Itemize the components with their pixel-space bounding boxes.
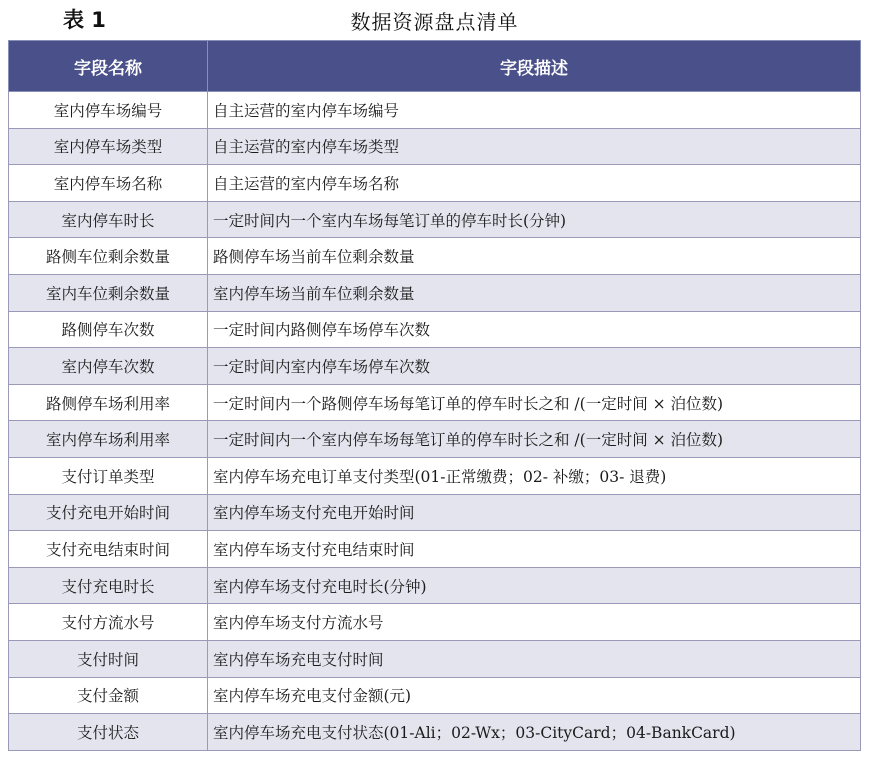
- table-row: [9, 531, 861, 568]
- table-number-label: 表 1: [63, 8, 106, 32]
- field-name-cell: 室内车位剩余数量: [9, 274, 208, 311]
- table-row: [9, 384, 861, 421]
- table-row: [9, 274, 861, 311]
- field-description-cell: 室内停车场支付充电结束时间: [208, 531, 861, 568]
- field-name-cell: 室内停车时长: [9, 201, 208, 238]
- field-name-cell: 支付充电开始时间: [9, 494, 208, 531]
- table-row: [9, 677, 861, 714]
- field-name-cell: 路侧车位剩余数量: [9, 238, 208, 275]
- data-inventory-table: [8, 40, 861, 751]
- table-row: [9, 348, 861, 385]
- field-name-cell: 支付充电时长: [9, 567, 208, 604]
- table-row: [9, 238, 861, 275]
- table-row: [9, 457, 861, 494]
- table-row: [9, 567, 861, 604]
- field-name-cell: 支付充电结束时间: [9, 531, 208, 568]
- table-row: [9, 421, 861, 458]
- table-row: [9, 640, 861, 677]
- field-description-cell: 室内停车场当前车位剩余数量: [208, 274, 861, 311]
- table-body: [9, 92, 861, 751]
- field-description-cell: 室内停车场充电订单支付类型(01-正常缴费；02- 补缴；03- 退费): [208, 457, 861, 494]
- table-row: [9, 201, 861, 238]
- table-row: [9, 714, 861, 751]
- table-row: [9, 604, 861, 641]
- header-field-description: 字段描述: [208, 41, 861, 92]
- field-description-cell: 一定时间内一个室内停车场每笔订单的停车时长之和 /(一定时间 × 泊位数): [208, 421, 861, 458]
- header-field-name: 字段名称: [9, 41, 208, 92]
- field-description-cell: 自主运营的室内停车场名称: [208, 165, 861, 202]
- field-description-cell: 室内停车场支付充电开始时间: [208, 494, 861, 531]
- field-name-cell: 路侧停车场利用率: [9, 384, 208, 421]
- field-name-cell: 室内停车场类型: [9, 128, 208, 165]
- field-name-cell: 室内停车场名称: [9, 165, 208, 202]
- field-description-cell: 路侧停车场当前车位剩余数量: [208, 238, 861, 275]
- table-row: [9, 311, 861, 348]
- table-header-row: [9, 41, 861, 92]
- field-description-cell: 室内停车场充电支付金额(元): [208, 677, 861, 714]
- field-name-cell: 室内停车场编号: [9, 92, 208, 129]
- table-row: [9, 494, 861, 531]
- table-row: [9, 128, 861, 165]
- field-name-cell: 支付时间: [9, 640, 208, 677]
- field-description-cell: 自主运营的室内停车场类型: [208, 128, 861, 165]
- field-description-cell: 一定时间内路侧停车场停车次数: [208, 311, 861, 348]
- field-name-cell: 支付订单类型: [9, 457, 208, 494]
- field-description-cell: 一定时间内一个路侧停车场每笔订单的停车时长之和 /(一定时间 × 泊位数): [208, 384, 861, 421]
- field-description-cell: 自主运营的室内停车场编号: [208, 92, 861, 129]
- field-description-cell: 室内停车场支付充电时长(分钟): [208, 567, 861, 604]
- field-name-cell: 室内停车场利用率: [9, 421, 208, 458]
- field-name-cell: 支付状态: [9, 714, 208, 751]
- field-name-cell: 支付金额: [9, 677, 208, 714]
- field-description-cell: 室内停车场充电支付状态(01-Ali；02-Wx；03-CityCard；04-BankCard): [208, 714, 861, 751]
- field-description-cell: 一定时间内室内停车场停车次数: [208, 348, 861, 385]
- field-name-cell: 路侧停车次数: [9, 311, 208, 348]
- field-description-cell: 室内停车场支付方流水号: [208, 604, 861, 641]
- field-name-cell: 支付方流水号: [9, 604, 208, 641]
- field-description-cell: 室内停车场充电支付时间: [208, 640, 861, 677]
- field-name-cell: 室内停车次数: [9, 348, 208, 385]
- table-row: [9, 92, 861, 129]
- table-title: 数据资源盘点清单: [350, 10, 519, 34]
- field-description-cell: 一定时间内一个室内车场每笔订单的停车时长(分钟): [208, 201, 861, 238]
- table-row: [9, 165, 861, 202]
